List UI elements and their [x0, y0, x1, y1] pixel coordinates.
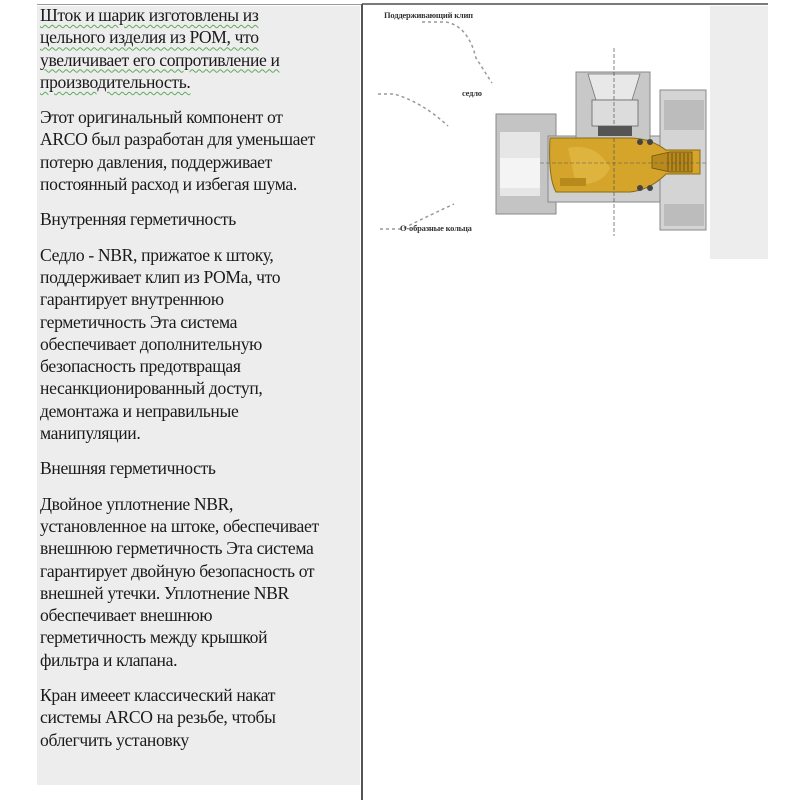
- text-line: Кран имееет классический накат: [40, 685, 276, 706]
- text-line: цельного изделия из POM, что: [40, 27, 259, 48]
- text-line: обеспечивает внешнюю: [40, 605, 213, 626]
- paragraph-component: [40, 106, 370, 195]
- text-line: герметичность Эта система: [40, 311, 238, 332]
- text-line: обеспечивает дополнительную: [40, 333, 262, 354]
- heading-text: Внешняя герметичность: [40, 458, 216, 479]
- image-cell-gray-strip: [710, 6, 768, 259]
- text-line: Двойное уплотнение NBR,: [40, 493, 234, 514]
- text-line: несанкционированный доступ,: [40, 378, 263, 399]
- text-line: облегчить установку: [40, 729, 189, 750]
- heading-text: Внутренняя герметичность: [40, 209, 236, 230]
- text-line: системы ARCO на резьбе, чтобы: [40, 707, 276, 728]
- text-line: ARCO был разработан для уменьшает: [40, 129, 315, 150]
- valve-cross-section-diagram: [370, 8, 710, 258]
- valve-illustration: [370, 8, 710, 258]
- paragraph-internal-sealing: [40, 244, 370, 445]
- paragraph-material: [40, 4, 370, 93]
- text-line: внешней утечки. Уплотнение NBR: [40, 582, 289, 603]
- text-line: демонтажа и неправильные: [40, 400, 239, 421]
- text-line: потерю давления, поддерживает: [40, 151, 272, 172]
- table-top-border-right: [362, 3, 768, 5]
- text-line: Седло - NBR, прижатое к штоку,: [40, 244, 274, 265]
- text-line: герметичность между крышкой: [40, 627, 268, 648]
- text-line: Этот оригинальный компонент от: [40, 107, 283, 128]
- text-line: гарантирует двойную безопасность от: [40, 560, 315, 581]
- label-seat: седло: [462, 88, 482, 98]
- paragraph-thread: [40, 684, 370, 751]
- label-support-clip: Поддерживающий клип: [384, 10, 473, 20]
- text-line: фильтра и клапана.: [40, 649, 178, 670]
- text-line: установленное на штоке, обеспечивает: [40, 515, 319, 536]
- text-line: поддерживает клип из POMа, что: [40, 266, 281, 287]
- text-line: безопасность предотвращая: [40, 356, 241, 377]
- text-line: Шток и шарик изготовлены из: [40, 5, 259, 25]
- heading-external-sealing: [40, 457, 370, 479]
- text-line: внешнюю герметичность Эта система: [40, 538, 314, 559]
- text-line: манипуляции.: [40, 423, 141, 444]
- description-text: [40, 4, 370, 764]
- text-line: увеличивает его сопротивление и: [40, 49, 280, 70]
- paragraph-external-sealing: [40, 493, 370, 671]
- text-line: постоянный расход и избегая шума.: [40, 174, 297, 195]
- text-line: гарантирует внутреннюю: [40, 289, 224, 310]
- label-o-rings: О-образные кольца: [400, 223, 472, 233]
- heading-internal-sealing: [40, 208, 370, 230]
- text-line: производительность.: [40, 71, 191, 92]
